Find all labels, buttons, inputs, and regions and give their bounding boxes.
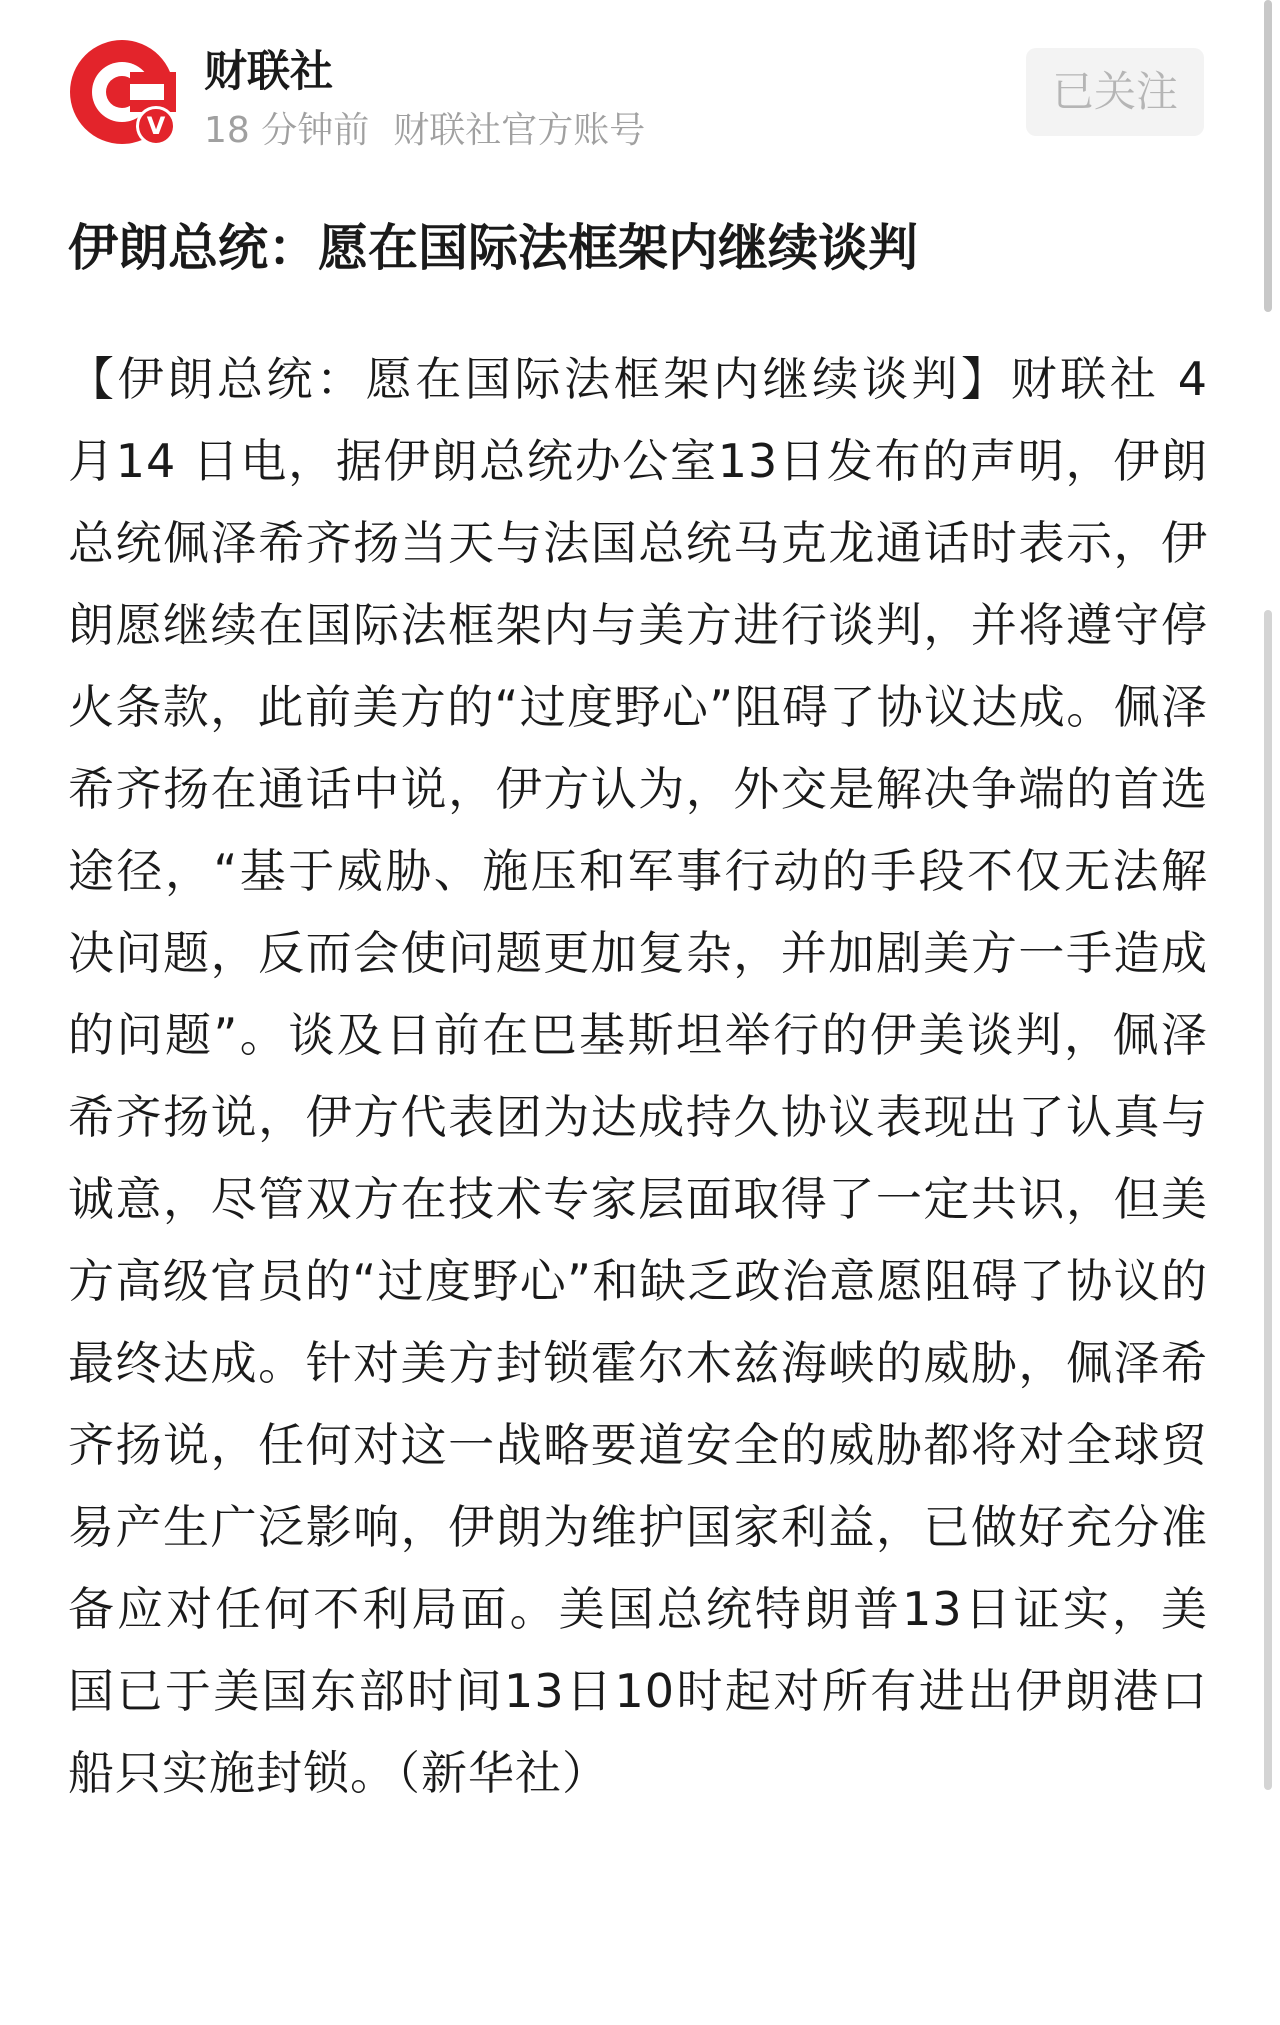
article-header	[0, 0, 1280, 160]
follow-button[interactable]: 已关注	[1026, 48, 1204, 136]
post-time: 18 分钟前	[204, 110, 370, 151]
scrollbar-thumb[interactable]	[1264, 610, 1272, 1790]
article-body: 【伊朗总统：愿在国际法框架内继续谈判】财联社 4 月14 日电，据伊朗总统办公室13日发布的声明，伊朗总统佩泽希齐扬当天与法国总统马克龙通话时表示，伊朗愿继续在国际法框架内与美方进行谈判，并将遵守停火条款，此前美方的“过度野心”阻碍了协议达成。佩泽希齐扬在通话中说，伊方认为，外交是解决争端的首选途径，“基于威胁、施压和军事行动的手段不仅无法解决问题，反而会使问题更加复杂，并加剧美方一手造成的问题”。谈及日前在巴基斯坦举行的伊美谈判，佩泽希齐扬说，伊方代表团为达成持久协议表现出了认真与诚意，尽管双方在技术专家层面取得了一定共识，但美方高级官员的“过度野心”和缺乏政治意愿阻碍了协议的最终达成。针对美方封锁霍尔木兹海峡的威胁，佩泽希齐扬说，任何对这一战略要道安全的威胁都将对全球贸易产生广泛影响，伊朗为维护国家利益，已做好充分准备应对任何不利局面。美国总统特朗普13日证实，美国已于美国东部时间13日10时起对所有进出伊朗港口船只实施封锁。（新华社）	[68, 352, 1208, 1800]
article-title: 伊朗总统：愿在国际法框架内继续谈判	[68, 219, 918, 277]
account-description: 财联社官方账号	[393, 110, 646, 151]
verified-badge-icon: V	[136, 106, 176, 146]
post-meta	[204, 102, 645, 153]
scrollbar-thumb-top[interactable]	[1264, 0, 1272, 312]
account-name[interactable]: 财联社	[204, 47, 333, 97]
